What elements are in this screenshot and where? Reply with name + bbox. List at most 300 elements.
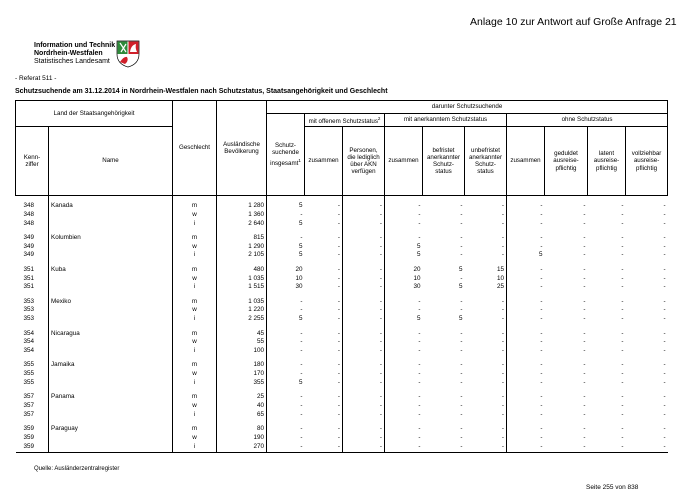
cell-value: - <box>385 220 423 229</box>
cell-value: 55 <box>217 338 267 347</box>
cell-value: - <box>663 410 666 418</box>
org-line-2: Nordrhein-Westfalen <box>34 50 103 57</box>
cell-value: - <box>460 242 463 250</box>
cell-value: - <box>663 338 666 346</box>
cell-value: - <box>663 283 666 291</box>
cell-value: - <box>663 202 666 209</box>
cell-value: - <box>343 443 385 452</box>
cell-value: 5 <box>507 251 545 260</box>
cell-geschlecht: m <box>173 266 217 275</box>
cell-value: - <box>267 443 305 452</box>
cell-value: - <box>507 196 545 211</box>
cell-value: - <box>501 425 504 433</box>
header-name: Name <box>49 127 173 196</box>
cell-country-name <box>49 434 173 443</box>
cell-value: - <box>337 306 340 314</box>
cell-value: - <box>583 306 586 314</box>
cell-value: - <box>507 306 545 315</box>
cell-value: - <box>385 402 423 411</box>
table-row <box>16 402 668 411</box>
table-row <box>16 315 668 324</box>
cell-value: 15 <box>496 265 504 273</box>
cell-value: - <box>337 347 340 355</box>
cell-value: - <box>501 338 504 346</box>
cell-value: - <box>460 297 463 305</box>
cell-kennziffer: 354 <box>23 329 35 337</box>
cell-kennziffer: 349 <box>23 242 35 250</box>
header-ohne: ohne Schutzstatus <box>507 114 668 127</box>
table-row <box>16 443 668 452</box>
cell-value: - <box>621 347 624 355</box>
cell-value: - <box>460 219 463 227</box>
cell-value: 5 <box>385 243 423 252</box>
cell-value: - <box>423 443 465 452</box>
nrw-crest-icon <box>116 40 140 68</box>
cell-value: - <box>460 434 463 442</box>
cell-value: - <box>507 243 545 252</box>
cell-value: - <box>621 219 624 227</box>
cell-value: - <box>385 298 423 307</box>
cell-kennziffer: 359 <box>23 434 35 442</box>
cell-value: - <box>343 379 385 388</box>
cell-value: - <box>343 411 385 420</box>
cell-value: - <box>621 402 624 410</box>
cell-value: - <box>460 233 463 241</box>
cell-value: - <box>267 347 305 356</box>
cell-value: - <box>343 402 385 411</box>
cell-value: - <box>343 330 385 339</box>
cell-value: - <box>621 274 624 282</box>
cell-value: - <box>337 370 340 378</box>
cell-value: 1 220 <box>217 306 267 315</box>
cell-value: - <box>460 202 463 209</box>
cell-value: 1 280 <box>217 196 267 211</box>
cell-geschlecht: i <box>173 251 217 260</box>
cell-country-name <box>49 315 173 324</box>
org-line-3: Statistisches Landesamt <box>34 58 110 65</box>
cell-country-name <box>49 283 173 292</box>
cell-value: - <box>343 393 385 402</box>
cell-value: - <box>507 361 545 370</box>
cell-value: - <box>501 242 504 250</box>
cell-kennziffer: 355 <box>23 370 35 378</box>
cell-value: - <box>507 330 545 339</box>
table-row <box>16 283 668 292</box>
cell-value: - <box>507 234 545 243</box>
cell-value: - <box>507 298 545 307</box>
cell-kennziffer: 349 <box>23 233 35 241</box>
cell-country-name: Nicaragua <box>49 330 173 339</box>
cell-value: - <box>663 370 666 378</box>
cell-value: - <box>460 370 463 378</box>
cell-value: - <box>267 393 305 402</box>
cell-value: - <box>460 425 463 433</box>
cell-value: - <box>385 443 423 452</box>
page-title: Schutzsuchende am 31.12.2014 in Nordrhein-Westfalen nach Schutzstatus, Staatsangehörigkeit und Geschlecht <box>15 88 388 95</box>
cell-value: - <box>501 370 504 378</box>
cell-value: - <box>460 210 463 218</box>
cell-value: - <box>663 425 666 433</box>
cell-value: - <box>501 434 504 442</box>
cell-value: - <box>501 297 504 305</box>
table-row <box>16 234 668 243</box>
cell-geschlecht: w <box>173 243 217 252</box>
cell-value: - <box>583 347 586 355</box>
table-row <box>16 275 668 284</box>
cell-value: - <box>583 338 586 346</box>
cell-country-name: Kanada <box>49 196 173 211</box>
table-body <box>16 196 668 453</box>
cell-value: - <box>501 347 504 355</box>
cell-value: - <box>621 242 624 250</box>
cell-kennziffer: 357 <box>23 410 35 418</box>
cell-geschlecht: m <box>173 234 217 243</box>
cell-value: 190 <box>217 434 267 443</box>
cell-value: - <box>267 234 305 243</box>
cell-value: - <box>583 297 586 305</box>
cell-value: - <box>337 425 340 433</box>
source-note: Quelle: Ausländerzentralregister <box>34 466 120 472</box>
cell-value: 30 <box>267 283 305 292</box>
cell-value: - <box>583 283 586 291</box>
cell-country-name: Paraguay <box>49 425 173 434</box>
cell-value: - <box>663 329 666 337</box>
cell-value: - <box>465 443 507 452</box>
cell-country-name <box>49 243 173 252</box>
cell-value: - <box>267 434 305 443</box>
cell-geschlecht: i <box>173 443 217 452</box>
cell-value: - <box>507 211 545 220</box>
cell-value: - <box>385 370 423 379</box>
cell-value: 20 <box>267 266 305 275</box>
header-land: Land der Staatsangehörigkeit <box>16 101 173 127</box>
cell-value: 30 <box>385 283 423 292</box>
cell-kennziffer: 348 <box>23 210 35 218</box>
cell-value: - <box>267 330 305 339</box>
cell-country-name <box>49 411 173 420</box>
cell-value: - <box>621 251 624 259</box>
cell-value: - <box>267 402 305 411</box>
cell-value: 815 <box>217 234 267 243</box>
cell-geschlecht: m <box>173 361 217 370</box>
cell-value: - <box>343 315 385 324</box>
cell-kennziffer: 354 <box>23 338 35 346</box>
header-offen-zusammen: zusammen <box>305 127 343 196</box>
cell-value: - <box>663 242 666 250</box>
cell-country-name: Panama <box>49 393 173 402</box>
cell-value: 10 <box>267 275 305 284</box>
table-row <box>16 220 668 229</box>
header-ohne-zusammen: zusammen <box>507 127 545 196</box>
cell-value: - <box>385 196 423 211</box>
cell-geschlecht: w <box>173 402 217 411</box>
table-row <box>16 196 668 211</box>
cell-value: - <box>507 393 545 402</box>
cell-value: 5 <box>267 196 305 211</box>
cell-value: - <box>337 315 340 323</box>
cell-value: 5 <box>385 315 423 324</box>
cell-value: - <box>507 370 545 379</box>
cell-country-name: Kolumbien <box>49 234 173 243</box>
cell-value: 25 <box>496 283 504 291</box>
cell-value: 20 <box>385 266 423 275</box>
cell-value: - <box>583 251 586 259</box>
cell-value: 65 <box>217 411 267 420</box>
cell-value: - <box>501 361 504 369</box>
cell-value: - <box>583 370 586 378</box>
cell-geschlecht: m <box>173 393 217 402</box>
cell-value: - <box>337 219 340 227</box>
cell-value: 270 <box>217 443 267 452</box>
cell-country-name: Mexiko <box>49 298 173 307</box>
cell-kennziffer: 355 <box>23 361 35 369</box>
cell-value: - <box>621 315 624 323</box>
cell-value: - <box>621 265 624 273</box>
cell-value: - <box>501 306 504 314</box>
cell-value: 5 <box>267 220 305 229</box>
header-anerkannt: mit anerkanntem Schutzstatus <box>385 114 507 127</box>
org-line-1: Information und Technik <box>34 42 116 49</box>
cell-value: - <box>501 202 504 209</box>
cell-value: - <box>545 443 588 452</box>
cell-value: 2 640 <box>217 220 267 229</box>
cell-value: - <box>663 265 666 273</box>
cell-geschlecht: m <box>173 425 217 434</box>
cell-value: - <box>385 434 423 443</box>
cell-value: 5 <box>267 379 305 388</box>
cell-value: - <box>501 393 504 401</box>
cell-country-name <box>49 211 173 220</box>
cell-value: - <box>507 338 545 347</box>
cell-geschlecht: i <box>173 220 217 229</box>
cell-value: - <box>385 234 423 243</box>
cell-value: - <box>343 338 385 347</box>
cell-value: - <box>267 298 305 307</box>
cell-value: - <box>583 219 586 227</box>
cell-value: - <box>337 393 340 401</box>
cell-country-name <box>49 379 173 388</box>
cell-value: 100 <box>217 347 267 356</box>
cell-value: - <box>583 425 586 433</box>
cell-value: - <box>460 347 463 355</box>
cell-geschlecht: i <box>173 411 217 420</box>
cell-country-name <box>49 370 173 379</box>
cell-value: - <box>337 233 340 241</box>
cell-value: - <box>501 251 504 259</box>
cell-kennziffer: 353 <box>23 315 35 323</box>
table-row <box>16 347 668 356</box>
table-row <box>16 266 668 275</box>
cell-value: - <box>507 220 545 229</box>
cell-country-name: Kuba <box>49 266 173 275</box>
cell-value: - <box>583 402 586 410</box>
cell-value: 10 <box>385 275 423 284</box>
cell-value: - <box>267 425 305 434</box>
header-latent: latent ausreise- pflichtig <box>588 127 626 196</box>
cell-value: - <box>621 202 624 209</box>
department-label: - Referat 511 - <box>15 75 57 82</box>
cell-value: - <box>621 434 624 442</box>
cell-value: - <box>663 402 666 410</box>
cell-country-name <box>49 306 173 315</box>
cell-value: 1 035 <box>217 298 267 307</box>
cell-value: - <box>583 434 586 442</box>
cell-value: - <box>343 243 385 252</box>
cell-value: - <box>385 379 423 388</box>
header-anerkannt-zusammen: zusammen <box>385 127 423 196</box>
cell-value: - <box>385 306 423 315</box>
cell-geschlecht: m <box>173 298 217 307</box>
cell-value: - <box>337 202 340 209</box>
header-kennziffer: Kenn- ziffer <box>16 127 49 196</box>
table-row <box>16 243 668 252</box>
cell-value: - <box>343 220 385 229</box>
cell-kennziffer: 351 <box>23 265 35 273</box>
cell-value: 170 <box>217 370 267 379</box>
cell-value: - <box>663 361 666 369</box>
cell-value: 5 <box>458 283 463 291</box>
cell-value: - <box>460 402 463 410</box>
cell-value: - <box>337 283 340 291</box>
cell-kennziffer: 355 <box>23 379 35 387</box>
cell-country-name <box>49 347 173 356</box>
cell-kennziffer: 353 <box>23 297 35 305</box>
cell-value: 5 <box>458 315 463 323</box>
cell-kennziffer: 351 <box>23 283 35 291</box>
cell-value: - <box>501 210 504 218</box>
cell-value: - <box>385 330 423 339</box>
cell-geschlecht: m <box>173 330 217 339</box>
cell-value: - <box>501 379 504 387</box>
cell-geschlecht: w <box>173 275 217 284</box>
cell-value: - <box>385 361 423 370</box>
table-row <box>16 338 668 347</box>
cell-kennziffer: 349 <box>23 251 35 259</box>
cell-kennziffer: 359 <box>23 425 35 433</box>
cell-value: - <box>460 361 463 369</box>
cell-value: - <box>385 347 423 356</box>
cell-value: 180 <box>217 361 267 370</box>
cell-value: - <box>343 425 385 434</box>
cell-value: - <box>460 379 463 387</box>
cell-value: - <box>460 329 463 337</box>
table-row <box>16 330 668 339</box>
cell-value: 2 255 <box>217 315 267 324</box>
cell-geschlecht: w <box>173 211 217 220</box>
cell-value: - <box>501 402 504 410</box>
cell-value: 1 360 <box>217 211 267 220</box>
cell-value: 1 515 <box>217 283 267 292</box>
header-vollziehbar: vollziehbar ausreise- pflichtig <box>626 127 668 196</box>
cell-value: - <box>507 411 545 420</box>
cell-value: - <box>621 329 624 337</box>
cell-value: - <box>501 233 504 241</box>
header-akn: Personen, die lediglich über AKN verfügen <box>343 127 385 196</box>
cell-value: - <box>621 379 624 387</box>
cell-value: 480 <box>217 266 267 275</box>
cell-value: - <box>583 379 586 387</box>
cell-value: 5 <box>385 251 423 260</box>
cell-value: - <box>583 242 586 250</box>
cell-geschlecht: w <box>173 306 217 315</box>
cell-value: - <box>343 196 385 211</box>
cell-value: - <box>621 410 624 418</box>
cell-value: - <box>501 410 504 418</box>
table-row <box>16 411 668 420</box>
cell-value: - <box>460 274 463 282</box>
header-befristet: befristet anerkannter Schutz- status <box>423 127 465 196</box>
cell-kennziffer: 354 <box>23 347 35 355</box>
cell-value: - <box>343 275 385 284</box>
table-row <box>16 425 668 434</box>
cell-value: - <box>343 298 385 307</box>
cell-value: - <box>337 361 340 369</box>
header-schutzsuchende-insgesamt: Schutz- suchende insgesamt$^1$ <box>267 114 305 196</box>
cell-value: - <box>663 297 666 305</box>
cell-value: - <box>460 393 463 401</box>
cell-value: - <box>501 219 504 227</box>
cell-value: - <box>337 297 340 305</box>
cell-value: - <box>343 306 385 315</box>
cell-value: - <box>337 402 340 410</box>
cell-value: - <box>583 202 586 209</box>
cell-value: - <box>385 393 423 402</box>
cell-kennziffer: 359 <box>16 443 49 452</box>
cell-country-name <box>49 338 173 347</box>
cell-value: 25 <box>217 393 267 402</box>
cell-value: - <box>663 347 666 355</box>
cell-country-name <box>49 251 173 260</box>
cell-value: - <box>663 315 666 323</box>
cell-value: 80 <box>217 425 267 434</box>
cell-value: - <box>663 393 666 401</box>
cell-value: - <box>583 393 586 401</box>
cell-value: - <box>583 265 586 273</box>
cell-value: - <box>385 211 423 220</box>
cell-value: - <box>621 338 624 346</box>
cell-value: - <box>337 210 340 218</box>
cell-value: - <box>663 233 666 241</box>
cell-value: - <box>507 315 545 324</box>
cell-value: - <box>663 251 666 259</box>
cell-value: - <box>501 315 504 323</box>
cell-value: - <box>343 211 385 220</box>
cell-geschlecht: i <box>173 315 217 324</box>
header-offen: mit offenem Schutzstatus$^2$ <box>305 114 385 127</box>
cell-value: 1 290 <box>217 243 267 252</box>
cell-value: - <box>343 251 385 260</box>
cell-value: 355 <box>217 379 267 388</box>
cell-value: - <box>343 234 385 243</box>
cell-value: - <box>343 347 385 356</box>
table-row <box>16 379 668 388</box>
cell-value: - <box>507 402 545 411</box>
page-number: Seite 255 von 838 <box>586 484 639 491</box>
cell-value: 5 <box>458 265 463 273</box>
cell-value: - <box>385 411 423 420</box>
cell-value: - <box>460 251 463 259</box>
cell-value: - <box>621 210 624 218</box>
cell-value: - <box>507 434 545 443</box>
cell-kennziffer: 351 <box>23 274 35 282</box>
cell-value: - <box>583 329 586 337</box>
cell-country-name <box>49 443 173 452</box>
cell-kennziffer: 357 <box>23 402 35 410</box>
cell-value: - <box>337 251 340 259</box>
table-row <box>16 306 668 315</box>
header-bevoelkerung: Ausländische Bevölkerung <box>217 101 267 196</box>
cell-value: - <box>267 338 305 347</box>
